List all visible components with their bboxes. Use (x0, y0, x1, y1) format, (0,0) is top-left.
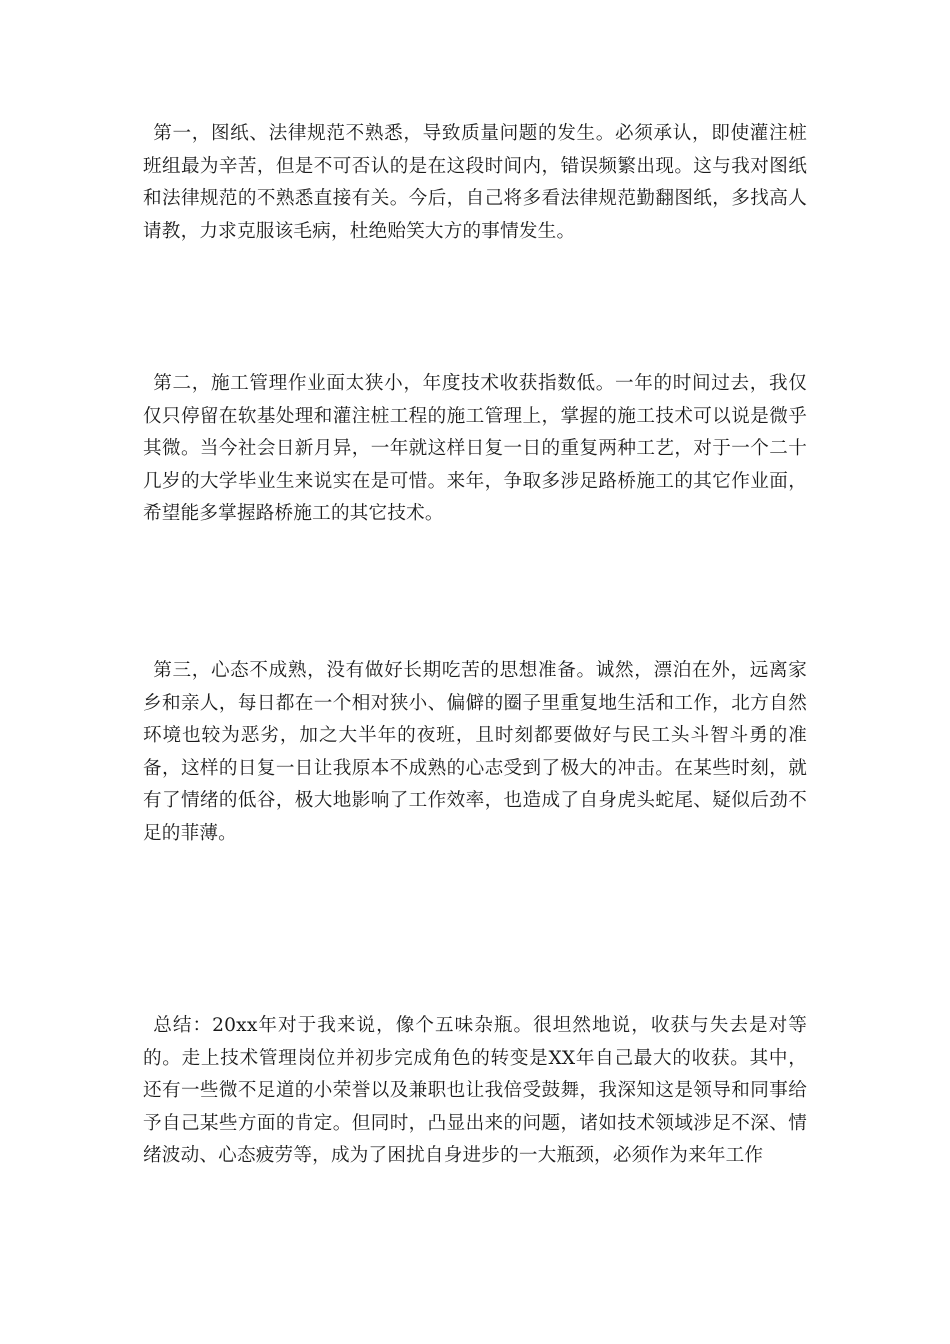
paragraph-first-point: 第一，图纸、法律规范不熟悉，导致质量问题的发生。必须承认，即使灌注桩班组最为辛苦，但是不可否认的是在这段时间内，错误频繁出现。这与我对图纸和法律规范的不熟悉直接有关。今后，自己将多看法律规范勤翻图纸，多找高人请教，力求克服该毛病，杜绝贻笑大方的事情发生。 (143, 123, 807, 242)
paragraph-summary: 总结：20xx年对于我来说，像个五味杂瓶。很坦然地说，收获与失去是对等的。走上技术管理岗位并初步完成角色的转变是XX年自己最大的收获。其中，还有一些微不足道的小荣誉以及兼职也让我倍受鼓舞，我深知这是领导和同事给予自己某些方面的肯定。但同时，凸显出来的问题，诸如技术领域涉足不深、情绪波动、心态疲劳等，成为了困扰自身进步的一大瓶颈，必须作为来年工作 (143, 1015, 807, 1166)
paragraph-second-point: 第二，施工管理作业面太狭小，年度技术收获指数低。一年的时间过去，我仅仅只停留在软基处理和灌注桩工程的施工管理上，掌握的施工技术可以说是微乎其微。当今社会日新月异，一年就这样日复一日的重复两种工艺，对于一个二十几岁的大学毕业生来说实在是可惜。来年，争取多涉足路桥施工的其它作业面，希望能多掌握路桥施工的其它技术。 (143, 373, 807, 524)
paragraph-third-point: 第三，心态不成熟，没有做好长期吃苦的思想准备。诚然，漂泊在外，远离家乡和亲人，每日都在一个相对狭小、偏僻的圈子里重复地生活和工作，北方自然环境也较为恶劣，加之大半年的夜班，且时刻都要做好与民工头斗智斗勇的准备，这样的日复一日让我原本不成熟的心志受到了极大的冲击。在某些时刻，就有了情绪的低谷，极大地影响了工作效率，也造成了自身虎头蛇尾、疑似后劲不足的菲薄。 (143, 660, 807, 844)
